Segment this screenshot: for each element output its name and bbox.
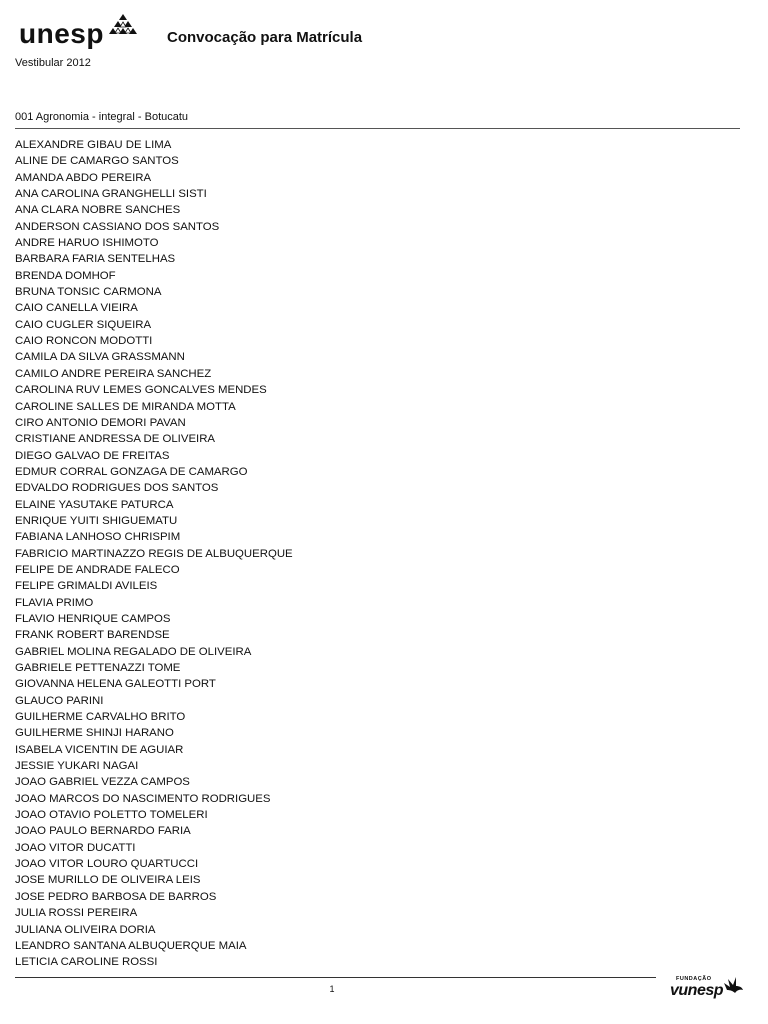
candidate-name: BRENDA DOMHOF xyxy=(15,269,116,282)
candidate-name: JOAO VITOR DUCATTI xyxy=(15,841,136,854)
candidate-name: JOAO PAULO BERNARDO FARIA xyxy=(15,825,191,838)
candidate-name: CRISTIANE ANDRESSA DE OLIVEIRA xyxy=(15,433,216,446)
footer-divider xyxy=(15,977,656,978)
candidate-name: FLAVIA PRIMO xyxy=(15,596,94,609)
exam-subtitle: Vestibular 2012 xyxy=(15,57,91,69)
candidate-name: GUILHERME CARVALHO BRITO xyxy=(15,711,186,724)
page-title: Convocação para Matrícula xyxy=(167,29,363,46)
candidate-name: AMANDA ABDO PEREIRA xyxy=(15,171,152,184)
page-number: 1 xyxy=(329,984,335,994)
candidate-name: LETICIA CAROLINE ROSSI xyxy=(15,956,158,969)
header-divider xyxy=(15,128,740,129)
candidate-name: GIOVANNA HELENA GALEOTTI PORT xyxy=(15,678,216,691)
candidate-name: JOAO GABRIEL VEZZA CAMPOS xyxy=(15,776,190,789)
candidate-name: BARBARA FARIA SENTELHAS xyxy=(15,253,176,266)
candidate-name: ALEXANDRE GIBAU DE LIMA xyxy=(15,139,172,151)
candidate-name: CIRO ANTONIO DEMORI PAVAN xyxy=(15,416,186,429)
candidate-name: FLAVIO HENRIQUE CAMPOS xyxy=(15,612,171,625)
candidate-name: FABIANA LANHOSO CHRISPIM xyxy=(15,531,181,544)
candidate-name: FABRICIO MARTINAZZO REGIS DE ALBUQUERQUE xyxy=(15,547,293,560)
candidate-name: CAMILA DA SILVA GRASSMANN xyxy=(15,351,185,364)
vunesp-footer-logo xyxy=(668,975,748,1001)
unesp-logo-text: unesp xyxy=(19,18,104,49)
candidate-name: FELIPE DE ANDRADE FALECO xyxy=(15,563,180,576)
vunesp-brand-text: vunesp xyxy=(670,982,724,999)
candidate-name: ANA CLARA NOBRE SANCHES xyxy=(15,204,181,217)
candidate-name: ELAINE YASUTAKE PATURCA xyxy=(15,498,174,511)
candidate-name: CAIO RONCON MODOTTI xyxy=(15,335,153,348)
unesp-diamond-logo-icon xyxy=(108,14,138,36)
candidate-name: LEANDRO SANTANA ALBUQUERQUE MAIA xyxy=(15,939,247,952)
candidate-name: JULIA ROSSI PEREIRA xyxy=(15,907,138,920)
candidate-name: ALINE DE CAMARGO SANTOS xyxy=(15,155,179,168)
candidate-name: FRANK ROBERT BARENDSE xyxy=(15,629,170,642)
candidate-name: ANDERSON CASSIANO DOS SANTOS xyxy=(15,220,220,233)
foundation-label: FUNDAÇÃO xyxy=(676,976,712,982)
candidate-name: CAROLINA RUV LEMES GONCALVES MENDES xyxy=(15,384,267,397)
candidate-name: GABRIELE PETTENAZZI TOME xyxy=(15,662,181,674)
candidate-name: GUILHERME SHINJI HARANO xyxy=(15,727,174,740)
candidate-name: EDVALDO RODRIGUES DOS SANTOS xyxy=(15,482,219,495)
document-header xyxy=(0,0,768,110)
candidate-name: JESSIE YUKARI NAGAI xyxy=(15,760,139,773)
candidate-name: JULIANA OLIVEIRA DORIA xyxy=(15,923,156,936)
candidate-name: JOAO OTAVIO POLETTO TOMELERI xyxy=(15,809,208,822)
candidate-name: CAROLINE SALLES DE MIRANDA MOTTA xyxy=(15,400,236,413)
candidate-name: JOAO MARCOS DO NASCIMENTO RODRIGUES xyxy=(15,792,271,805)
candidate-name: CAMILO ANDRE PEREIRA SANCHEZ xyxy=(15,367,212,380)
candidate-name: JOSE MURILLO DE OLIVEIRA LEIS xyxy=(15,874,201,887)
candidate-name: ENRIQUE YUITI SHIGUEMATU xyxy=(15,514,178,527)
candidate-name: ISABELA VICENTIN DE AGUIAR xyxy=(15,743,184,756)
candidate-name: CAIO CANELLA VIEIRA xyxy=(15,302,138,315)
course-heading: 001 Agronomia - integral - Botucatu xyxy=(15,111,189,123)
candidate-name: DIEGO GALVAO DE FREITAS xyxy=(15,449,170,462)
candidate-name: JOSE PEDRO BARBOSA DE BARROS xyxy=(15,890,217,903)
candidate-name: BRUNA TONSIC CARMONA xyxy=(15,286,162,299)
candidate-name: ANDRE HARUO ISHIMOTO xyxy=(15,237,159,250)
candidate-list xyxy=(15,137,293,971)
candidate-name: GLAUCO PARINI xyxy=(15,694,104,707)
candidate-name: CAIO CUGLER SIQUEIRA xyxy=(15,318,152,331)
vunesp-bird-icon xyxy=(722,975,744,997)
candidate-name: EDMUR CORRAL GONZAGA DE CAMARGO xyxy=(15,465,248,478)
candidate-name: GABRIEL MOLINA REGALADO DE OLIVEIRA xyxy=(15,645,252,658)
candidate-name: FELIPE GRIMALDI AVILEIS xyxy=(15,580,158,593)
candidate-name: ANA CAROLINA GRANGHELLI SISTI xyxy=(15,188,207,201)
candidate-name: JOAO VITOR LOURO QUARTUCCI xyxy=(15,858,199,871)
